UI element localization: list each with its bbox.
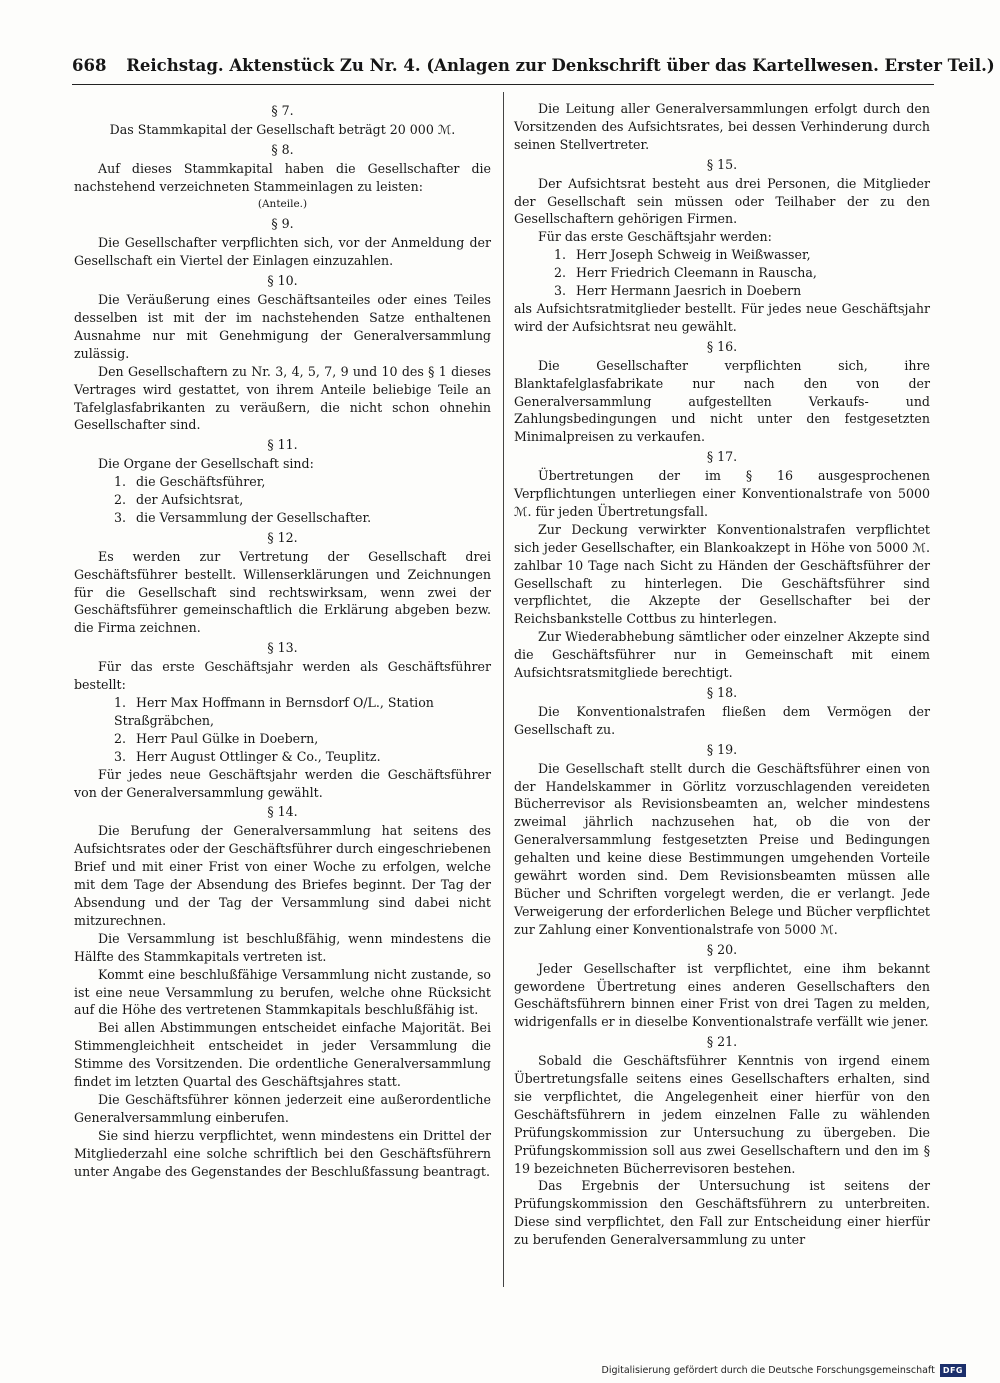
list-item: 1. die Geschäftsführer, [114,474,266,490]
section-heading: § 14. [267,804,298,820]
paragraph: Die Berufung der Generalversammlung hat seitens des Aufsichtsrates oder der Geschäftsführer durch eingeschriebenen Brief und mit einer Frist von einer Woche zu erfolgen, welche mit dem Tage der Absendung des Briefes beginnt. Der Tag der Absendung und der Tag der Versammlung sind dabei nicht mitzurechnen. [74,823,491,928]
paragraph: Sobald die Geschäftsführer Kenntnis von irgend einem Übertretungsfalle seitens eines Gesellschafters erhalten, sind sie verpflichtet, die Angelegenheit einer hierfür von den Geschäftsführern in jedem einzelnen Falle zu wählenden Prüfungskommission zur Untersuchung zu übergeben. Die Prüfungskommission soll aus zwei Gesellschaftern und den im § 19 bezeichneten Bücherrevisoren bestehen. [514,1053,930,1176]
board-list [514,246,930,300]
list-item: 2. Herr Friedrich Cleemann in Rauscha, [554,265,817,281]
paragraph: Bei allen Abstimmungen entscheidet einfache Majorität. Bei Stimmengleichheit entscheidet in jeder Versammlung die Stimme des Vorsitzenden. Die ordentliche Generalversammlung findet im letzten Quartal des Geschäftsjahres statt. [74,1020,491,1090]
section-heading: § 8. [271,141,294,157]
paragraph: Übertretungen der im § 16 ausgesprochenen Verpflichtungen unterliegen einer Konventionalstrafe von 5000 ℳ. für jeden Übertretungsfall. [514,468,930,519]
section-heading: § 13. [267,640,298,656]
list-item: 3. die Versammlung der Gesellschafter. [114,509,372,525]
page-header [72,56,995,75]
section-heading: § 16. [706,338,738,354]
paragraph: Das Stammkapital der Gesellschaft beträgt 20 000 ℳ. [109,121,456,137]
section-heading: § 17. [706,449,738,465]
section-heading: § 19. [706,741,738,757]
header-rule [72,84,934,85]
organ-list [74,473,491,527]
note: (Anteile.) [257,197,308,210]
paragraph: Das Ergebnis der Untersuchung ist seitens der Prüfungskommission den Geschäftsführern zu unterbreiten. Diese sind verpflichtet, den Fall zur Entscheidung einer hierfür zu berufenden Generalversammlung zu unter [514,1178,930,1248]
paragraph: Jeder Gesellschafter ist verpflichtet, eine ihm bekannt gewordene Übertretung eines anderen Gesellschafters den Geschäftsführern binnen einer Frist von drei Tagen zu melden, widrigenfalls er in dieselbe Konventionalstrafe verfällt wie jener. [514,960,930,1030]
left-column [74,100,491,1180]
paragraph: Der Aufsichtsrat besteht aus drei Personen, die Mitglieder der Gesellschaft sein müssen oder Teilhaber der zu den Gesellschaftern gehörigen Firmen. [514,175,930,227]
paragraph: Für das erste Geschäftsjahr werden als Geschäftsführer bestellt: [74,659,491,693]
paragraph: Für jedes neue Geschäftsjahr werden die Geschäftsführer von der Generalversammlung gewählt. [74,766,491,800]
paragraph: Den Gesellschaftern zu Nr. 3, 4, 5, 7, 9 und 10 des § 1 dieses Vertrages wird gestattet, von ihrem Anteile beliebige Teile an Tafelglasfabrikanten zu veräußern, die nicht schon ohnehin Gesellschafter sind. [74,363,491,433]
list-item: 3. Herr August Ottlinger & Co., Teuplitz. [114,748,381,764]
section-heading: § 11. [267,437,298,453]
paragraph: Die Gesellschafter verpflichten sich, vor der Anmeldung der Gesellschaft ein Viertel der Einlagen einzuzahlen. [74,235,491,269]
column-divider [503,92,504,1287]
right-column [514,100,930,1249]
manager-list [74,694,491,766]
list-item: 1. Herr Max Hoffmann in Bernsdorf O/L., Station Straßgräbchen, [114,695,434,728]
paragraph: Die Organe der Gesellschaft sind: [98,456,314,472]
section-heading: § 18. [706,685,738,700]
footer-credit: Digitalisierung gefördert durch die Deutsche Forschungsgemeinschaft [601,1365,935,1376]
paragraph: Die Versammlung ist beschlußfähig, wenn mindestens die Hälfte des Stammkapitals vertreten ist. [74,930,491,964]
paragraph: Zur Deckung verwirkter Konventionalstrafen verpflichtet sich jeder Gesellschafter, ein Blankoakzept in Höhe von 5000 ℳ. zahlbar 10 Tage nach Sicht zu Händen der Geschäftsführer der Gesellschaft zu hinterlegen. Die Geschäftsführer sind verpflichtet, die Akzepte der Gesellschafter bei der Reichsbankstelle Cottbus zu hinterlegen. [514,521,930,627]
paragraph: Die Geschäftsführer können jederzeit eine außerordentliche Generalversammlung einberufen. [74,1091,491,1125]
section-heading: § 10. [267,273,298,289]
paragraph: als Aufsichtsratmitglieder bestellt. Für jedes neue Geschäftsjahr wird der Aufsichtsrat neu gewählt. [514,300,930,334]
paragraph: Auf dieses Stammkapital haben die Gesellschafter die nachstehend verzeichneten Stammeinlagen zu leisten: [74,160,491,194]
running-title: Reichstag. Aktenstück Zu Nr. 4. (Anlagen zur Denkschrift über das Kartellwesen. Erster Teil.) [126,56,995,75]
list-item: 2. der Aufsichtsrat, [114,492,244,508]
paragraph: Die Leitung aller Generalversammlungen erfolgt durch den Vorsitzenden des Aufsichtsrates, bei dessen Verhinderung durch seinen Stellvertreter. [514,101,930,152]
section-heading: § 15. [706,156,738,172]
list-item: 1. Herr Joseph Schweig in Weißwasser, [554,247,811,263]
section-heading: § 21. [706,1034,738,1050]
paragraph: Es werden zur Vertretung der Gesellschaft drei Geschäftsführer bestellt. Willenserklärungen und Zeichnungen für die Gesellschaft sind rechtswirksam, wenn zwei der Geschäftsführer gemeinschaftlich die Erklärung abgeben bezw. die Firma zeichnen. [74,548,491,636]
paragraph: Sie sind hierzu verpflichtet, wenn mindestens ein Drittel der Mitgliederzahl eine solche schriftlich bei den Geschäftsführern unter Angabe des Gegenstandes der Beschlußfassung beantragt. [74,1127,491,1179]
page-number: 668 [72,56,107,75]
paragraph: Die Gesellschaft stellt durch die Geschäftsführer einen von der Handelskammer in Görlitz vorzuschlagenden vereideten Bücherrevisor als Revisionsbeamten an, welcher mindestens zweimal jährlich nachzusehen hat, ob die von der Generalversammlung festgesetzten Preise und Bedingungen gehalten und keine diese Bestimmungen umgehenden Vorteile gewährt worden sind. Dem Revisionsbeamten müssen alle Bücher und Schriften vorgelegt werden, die er verlangt. Jede Verweigerung der erforderlichen Belege und Bücher verpflichtet zur Zahlung einer Konventionalstrafe von 5000 ℳ. [514,760,930,937]
section-heading: § 20. [706,941,738,957]
section-heading: § 7. [271,103,294,118]
paragraph: Die Gesellschafter verpflichten sich, ihre Blanktafelglasfabrikate nur nach den von der Generalversammlung aufgestellten Verkaufs- und Zahlungsbedingungen und nicht unter den festgesetzten Minimalpreisen zu verkaufen. [514,357,930,445]
paragraph: Zur Wiederabhebung sämtlicher oder einzelner Akzepte sind die Geschäftsführer nur in Gemeinschaft mit einem Aufsichtsratsmitgliede berechtigt. [514,629,930,681]
dfg-logo: DFG [940,1364,966,1377]
paragraph: Für das erste Geschäftsjahr werden: [538,229,772,245]
paragraph: Die Konventionalstrafen fließen dem Vermögen der Gesellschaft zu. [514,703,930,737]
list-item: 2. Herr Paul Gülke in Doebern, [114,730,319,746]
section-heading: § 12. [267,529,298,545]
digitization-footer [602,1364,966,1377]
section-heading: § 9. [271,216,294,232]
paragraph: Kommt eine beschlußfähige Versammlung nicht zustande, so ist eine neue Versammlung zu berufen, welche ohne Rücksicht auf die Höhe des vertretenen Stammkapitals beschlußfähig ist. [74,966,491,1018]
list-item: 3. Herr Hermann Jaesrich in Doebern [554,283,802,299]
paragraph: Die Veräußerung eines Geschäftsanteiles oder eines Teiles desselben ist mit der im nachstehenden Satze enthaltenen Ausnahme nur mit Genehmigung der Generalversammlung zulässig. [74,292,491,361]
